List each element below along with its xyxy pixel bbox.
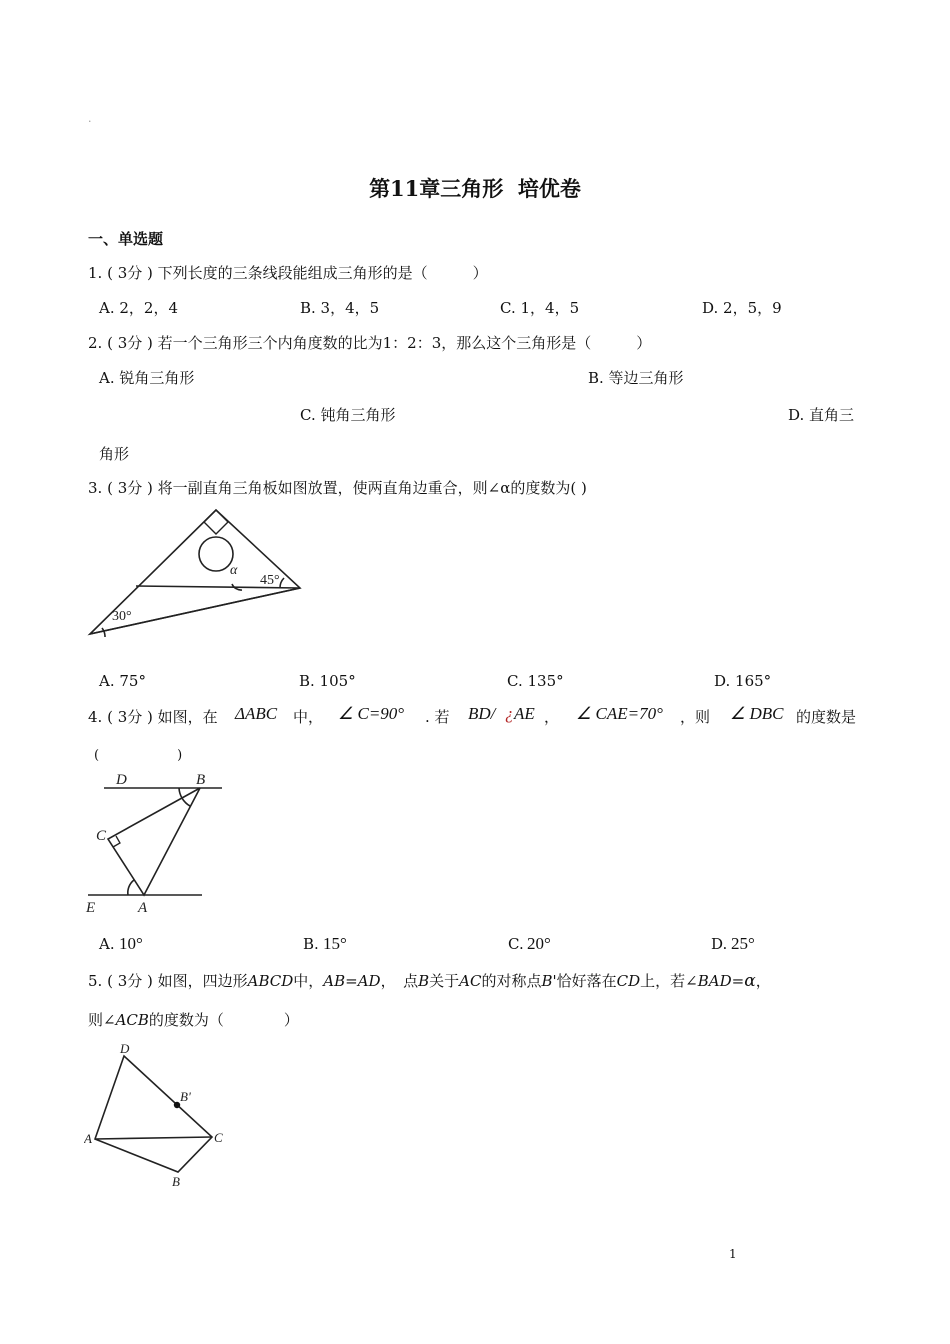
q5-bad: BAD= [697, 972, 745, 990]
q5-abcd: ABCD [247, 972, 294, 990]
q2-option-c[interactable]: C. 钝角三角形 [300, 406, 396, 424]
q4-option-c-value[interactable]: 20° [527, 934, 551, 953]
q4-option-d-letter[interactable]: D. [711, 935, 728, 953]
q5-label-d: D [120, 1041, 130, 1056]
q5-line2-b: 的度数为（ ） [148, 1011, 299, 1029]
q5-dian: ， 点 [380, 972, 419, 990]
q5-qiahao: 恰好落在 [556, 972, 617, 990]
q4-ze: ，则 [680, 708, 711, 726]
q4-zhong: 中， [293, 708, 324, 726]
q3-hole [199, 537, 233, 571]
q4-angle-dbc: ∠ DBC [730, 704, 784, 723]
q5-quadrilateral-abcd [95, 1056, 212, 1172]
q5-duicheng: 的对称点 [481, 972, 542, 990]
q2-option-d[interactable]: D. 直角三 [788, 406, 855, 424]
q1-option-a[interactable]: A. 2，2，4 [99, 299, 178, 317]
q5-label-b-prime: B' [180, 1089, 191, 1104]
q5-cd: CD [616, 972, 641, 990]
q5-label-b: B [172, 1174, 180, 1189]
q1-option-c[interactable]: C. 1，4，5 [500, 299, 580, 317]
q3-label-alpha: α [230, 563, 238, 578]
q4-right-angle-mark [113, 836, 120, 847]
q5-acb: ACB [115, 1011, 149, 1029]
q4-option-d-value[interactable]: 25° [731, 934, 755, 953]
q4-label-a: A [138, 900, 148, 916]
q5-shang: 上，若∠ [640, 972, 698, 990]
question-2-stem: 2. ( 3分 ) 若一个三角形三个内角度数的比为1：2：3，那么这个三角形是（ ） [88, 334, 652, 352]
question-5-line2 [88, 1009, 299, 1030]
question-4-stem-prefix: 4. ( 3分 ) 如图，在 [88, 708, 218, 726]
q3-right-angle-mark [204, 510, 228, 534]
q4-triangle-abc: ΔABC [235, 704, 278, 723]
q4-option-b-letter[interactable]: B. [303, 935, 319, 953]
q5-line2-a: 则∠ [88, 1011, 116, 1029]
q3-option-d[interactable]: D. 165° [714, 672, 772, 690]
q1-option-b[interactable]: B. 3，4，5 [300, 299, 380, 317]
q4-parallel-glyph: ¿ [505, 704, 514, 723]
q4-tail: 的度数是 [796, 708, 857, 726]
page-number: 1 [729, 1247, 737, 1261]
section-heading: 一、单选题 [88, 230, 164, 248]
q4-label-e: E [86, 900, 96, 916]
q4-parallel-bd: BD/ [468, 704, 496, 723]
q5-ab-ad: AB=AD [323, 972, 381, 990]
q4-option-c-letter[interactable]: C. [508, 935, 524, 953]
q3-option-a[interactable]: A. 75° [99, 672, 146, 690]
q4-angle-cae: ∠ CAE=70° [576, 704, 663, 723]
q3-label-30: 30° [112, 609, 132, 624]
q4-option-a-letter[interactable]: A. [99, 935, 115, 953]
question-3-stem: 3. ( 3分 ) 将一副直角三角板如图放置，使两直角边重合，则∠α的度数为( ) [88, 479, 587, 497]
q4-answer-bracket: ( ) [94, 748, 183, 763]
q3-figure-set-squares [84, 504, 306, 640]
corner-mark: . [88, 112, 92, 125]
q2-option-a[interactable]: A. 锐角三角形 [99, 369, 195, 387]
q4-label-d: D [116, 772, 127, 788]
q5-point-b: B [418, 972, 430, 990]
q5-zhong: 中， [293, 972, 324, 990]
q2-option-b[interactable]: B. 等边三角形 [588, 369, 684, 387]
q2-option-d-wrap: 角形 [99, 445, 130, 463]
q4-arc-a [128, 880, 134, 895]
page-title: 第11章三角形 培优卷 [369, 176, 581, 201]
q4-option-a-value[interactable]: 10° [119, 934, 143, 953]
q5-guanyu: 关于 [429, 972, 460, 990]
q5-figure-quadrilateral [84, 1038, 230, 1190]
q5-text-a: 5. ( 3分 ) 如图，四边形 [88, 972, 248, 990]
q4-option-b-value[interactable]: 15° [323, 934, 347, 953]
q3-option-c[interactable]: C. 135° [507, 672, 564, 690]
q3-arc-45 [280, 578, 284, 588]
q4-ruo: . 若 [425, 708, 450, 726]
q5-alpha: α [744, 971, 756, 991]
q1-option-d[interactable]: D. 2，5，9 [702, 299, 782, 317]
q4-label-c: C [96, 828, 107, 844]
q5-ac: AC [459, 972, 482, 990]
q3-arc-30 [102, 628, 105, 637]
q5-label-c: C [214, 1130, 223, 1145]
question-5-line1 [88, 970, 771, 991]
q5-label-a: A [84, 1131, 92, 1146]
q5-tail: ， [755, 972, 771, 990]
q5-diagonal-ac [95, 1137, 212, 1139]
q4-angle-c: ∠ C=90° [338, 704, 405, 723]
q4-parallel-ae: AE [514, 704, 535, 723]
q5-b-prime: B' [541, 972, 557, 990]
q4-label-b: B [196, 772, 206, 788]
q3-label-45: 45° [260, 573, 280, 588]
q4-figure-parallel-lines [84, 766, 224, 916]
q4-comma: ， [544, 708, 560, 726]
question-1-stem: 1. ( 3分 ) 下列长度的三条线段能组成三角形的是（ ） [88, 264, 488, 282]
q3-option-b[interactable]: B. 105° [299, 672, 356, 690]
